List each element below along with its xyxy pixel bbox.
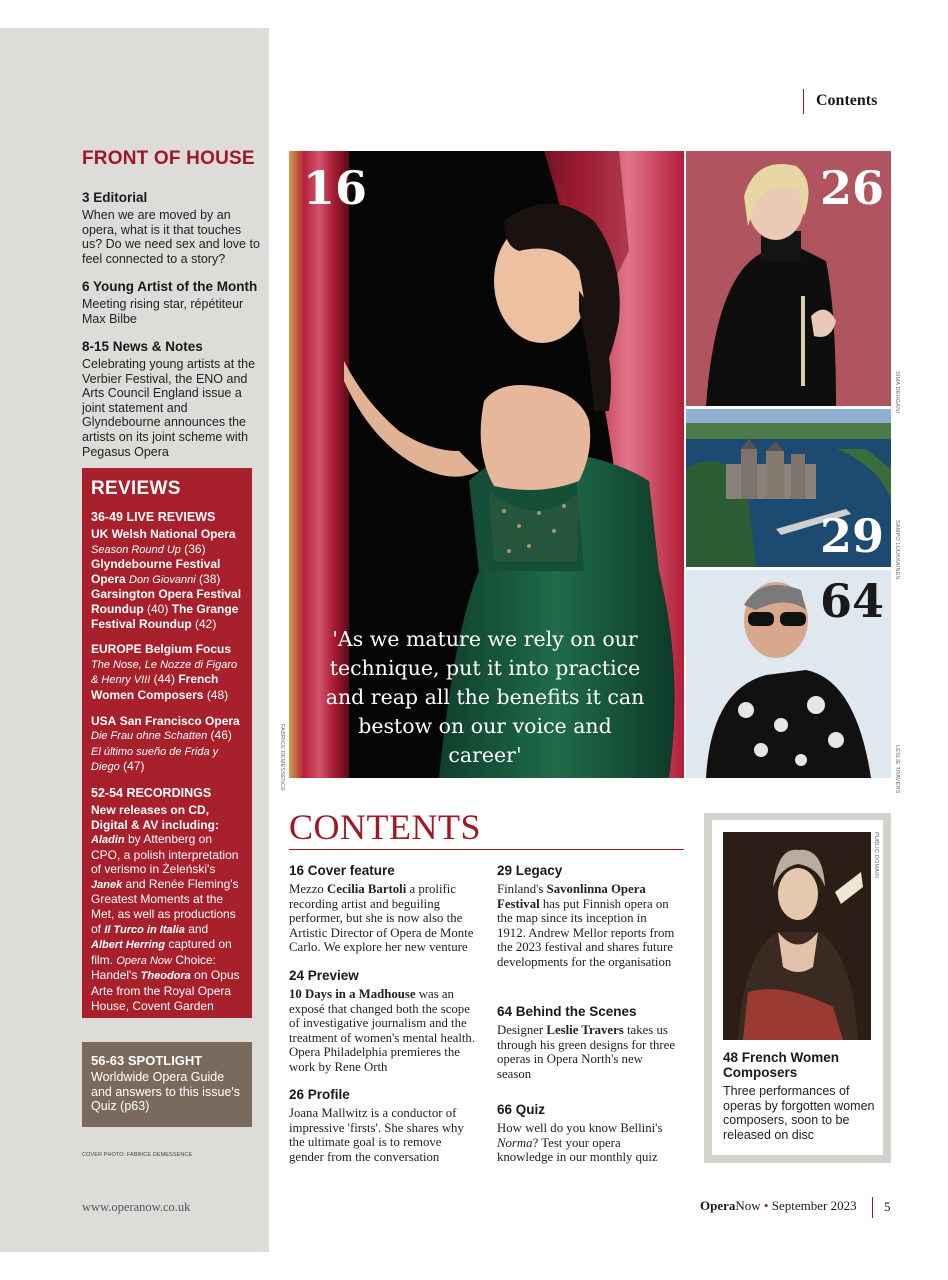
contents-item-text: How well do you know Bellini's Norma? Test your opera knowledge in our monthly quiz (497, 1121, 663, 1165)
website-link[interactable]: www.operanow.co.uk (82, 1200, 191, 1214)
contents-item-text: Finland's Savonlinna Opera Festival has put Finnish opera on the map since its inception in 1912. Andrew Mellor reports from the 2023 festival and shares future developments for the organisation (497, 882, 675, 969)
designer-page-number: 64 (820, 574, 885, 628)
portrait-illustration (723, 832, 871, 1040)
contents-item-text: 10 Days in a Madhouse was an exposé that changed both the scope of investigative journalism and the treatment of women's mental health. Opera Philadelphia premieres the work by Rene Orth (289, 987, 476, 1074)
contents-item-title: 24 Preview (289, 968, 359, 983)
contents-item-title: 29 Legacy (497, 863, 563, 878)
header-rule (803, 89, 804, 114)
contents-item-cover-feature[interactable] (289, 863, 479, 955)
foh-item-title: 6 Young Artist of the Month (82, 279, 258, 294)
reviews-title: REVIEWS (91, 478, 181, 499)
legacy-photo-credit: SAMPO LUUKKAINEN (894, 520, 900, 580)
foh-item-young-artist[interactable] (82, 279, 262, 326)
reviews-europe[interactable]: EUROPE Belgium Focus The Nose, Le Nozze di Figaro & Henry VIII (44) French Women Composers (48) (91, 642, 238, 702)
spotlight-title: 56-63 SPOTLIGHT (91, 1053, 203, 1068)
recordings-title: 52-54 RECORDINGS (91, 785, 212, 800)
contents-item-preview[interactable] (289, 968, 479, 1075)
featured-title: 48 French Women Composers (723, 1050, 840, 1080)
contents-item-profile[interactable] (289, 1087, 479, 1164)
profile-photo-credit: SIMA DEHGANI (894, 371, 900, 414)
contents-item-legacy[interactable] (497, 863, 677, 970)
portrait-credit: PUBLIC DOMAIN (873, 832, 879, 878)
page-number: 5 (884, 1199, 891, 1214)
contents-item-title: 16 Cover feature (289, 863, 395, 878)
recordings-text[interactable]: New releases on CD, Digital & AV including: Aladin by Attenberg on CPO, a polish interpretation of verismo in Żeleński's Janek and Renée Fleming's Greatest Moments at the Met, as well as productions of Il Turco in Italia and Albert Herring captured on film. Opera Now Choice: Handel's Theodora on Opus Arte from the Royal Opera House, Covent Garden (91, 802, 240, 1013)
cover-photo-credit-vertical: FABRICE DEMESSENCE (279, 724, 285, 792)
contents-item-quiz[interactable] (497, 1102, 677, 1165)
contents-item-title: 64 Behind the Scenes (497, 1004, 637, 1019)
contents-item-text: Mezzo Cecilia Bartoli a prolific recording artist and beguiling performer, but she is now also the Artistic Director of Opera de Monte Carlo. We explore her new venture (289, 882, 474, 955)
footer-masthead: OperaNow • September 2023 (700, 1198, 857, 1213)
designer-photo[interactable] (686, 570, 891, 778)
front-of-house-title: FRONT OF HOUSE (82, 148, 255, 169)
profile-page-number: 26 (820, 161, 885, 215)
cover-photo-credit: COVER PHOTO: FABRICE DEMESSENCE (82, 1152, 193, 1158)
legacy-photo[interactable] (686, 409, 891, 567)
foh-item-text: Meeting rising star, répétiteur Max Bilbe (82, 297, 244, 326)
reviews-uk[interactable]: UK Welsh National Opera Season Round Up (36) Glyndebourne Festival Opera Don Giovanni (38) Garsington Opera Festival Roundup (40) The Grange Festival Roundup (42) (91, 527, 242, 631)
footer-rule (872, 1197, 873, 1218)
foh-item-editorial[interactable] (82, 190, 262, 266)
contents-item-text: Designer Leslie Travers takes us through his green designs for three operas in Opera North's new season (497, 1023, 676, 1081)
spotlight-text: Worldwide Opera Guide and answers to this issue's Quiz (p63) (91, 1070, 240, 1114)
foh-item-title: 3 Editorial (82, 190, 148, 205)
contents-item-title: 66 Quiz (497, 1102, 546, 1117)
featured-text: Three performances of operas by forgotten women composers, soon to be released on disc (723, 1084, 875, 1142)
legacy-page-number: 29 (820, 509, 885, 563)
foh-item-news[interactable] (82, 339, 262, 459)
contents-rule (289, 849, 684, 850)
cover-quote: 'As we mature we rely on our technique, put it into practice and reap all the benefits it can bestow on our voice and career' (325, 627, 645, 767)
foh-item-text: When we are moved by an opera, what is it that touches us? Do we need sex and love to feel connected to a story? (82, 208, 260, 266)
profile-photo[interactable] (686, 151, 891, 406)
contents-item-text: Joana Mallwitz is a conductor of impressive 'firsts'. She shares why the ultimate goal is to remove gender from the conversation (289, 1106, 464, 1164)
contents-heading: CONTENTS (289, 807, 481, 847)
page-title: Contents (816, 92, 878, 109)
designer-photo-credit: LESLIE TRAVERS (894, 745, 900, 794)
foh-item-text: Celebrating young artists at the Verbier Festival, the ENO and Arts Council England issue a joint statement and Glyndebourne announces the artists on its joint scheme with Pegasus Opera (82, 357, 256, 459)
cover-page-number: 16 (303, 161, 368, 215)
reviews-box (82, 468, 252, 1018)
contents-item-behind-the-scenes[interactable] (497, 1004, 677, 1081)
foh-item-title: 8-15 News & Notes (82, 339, 203, 354)
portrait-painting (723, 832, 871, 1040)
contents-item-title: 26 Profile (289, 1087, 350, 1102)
live-reviews-title: 36-49 LIVE REVIEWS (91, 510, 216, 524)
featured-caption[interactable] (723, 1050, 878, 1142)
spotlight-box[interactable] (82, 1042, 252, 1127)
reviews-usa[interactable]: USA San Francisco Opera Die Frau ohne Schatten (46) El último sueño de Frida y Diego (47) (91, 713, 240, 774)
